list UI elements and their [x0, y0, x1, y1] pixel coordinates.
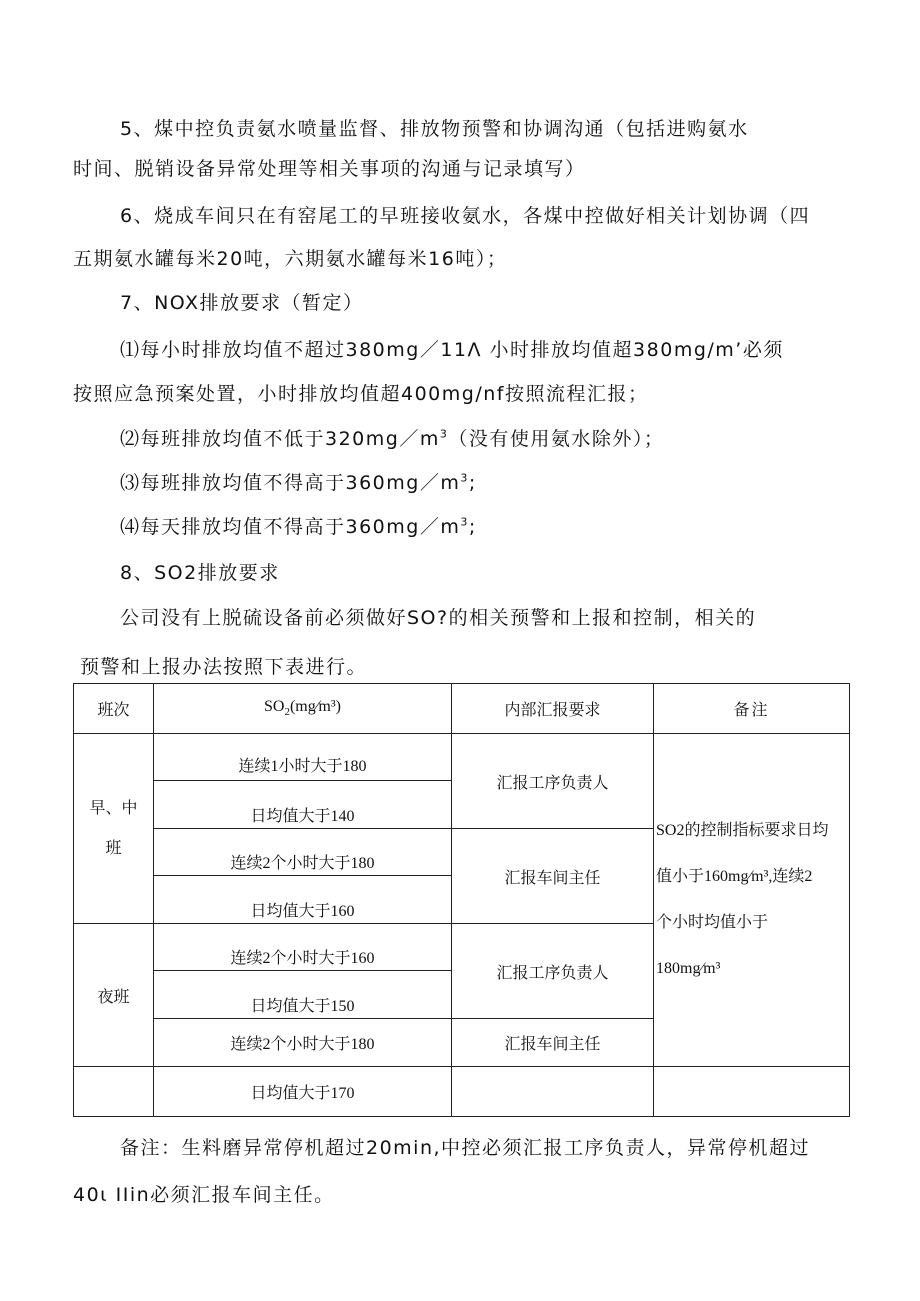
paragraph-6-line-1: 6、烧成车间只在有窑尾工的早班接收氨水，各煤中控做好相关计划协调（四 [120, 205, 811, 227]
table-header-row [74, 684, 850, 734]
paragraph-6-line-2: 五期氨水罐每米20吨，六期氨水罐每米16吨）； [73, 248, 508, 270]
superscript-3: 3 [439, 427, 449, 441]
header-note: 备注 [654, 684, 850, 734]
shift-night-cell: 夜班 [74, 924, 154, 1067]
note-line-2: 值小于160mg∕m³,连续2 [656, 868, 813, 885]
condition-cell: 连续2个小时大于180 [154, 829, 452, 876]
paragraph-7-3-tail: ; [468, 472, 477, 494]
paragraph-7-title: 7、NOX排放要求（暂定） [120, 292, 364, 314]
header-report: 内部汇报要求 [452, 684, 654, 734]
paragraph-8-line-2: 预警和上报办法按照下表进行。 [80, 656, 368, 678]
paragraph-8-line-1: 公司没有上脱硫设备前必须做好SO?的相关预警和上报和控制，相关的 [120, 607, 757, 629]
condition-cell: 日均值大于150 [154, 971, 452, 1019]
note-line-4: 180mg∕m³ [656, 960, 721, 977]
paragraph-7-1-line-2: 按照应急预案处置，小时排放均值超400mg/nf按照流程汇报； [73, 383, 649, 405]
paragraph-5-line-1: 5、煤中控负责氨水喷量监督、排放物预警和协调沟通（包括进购氨水 [120, 118, 749, 140]
paragraph-7-3-text: ⑶每班排放均值不得高于360mg／m [120, 472, 461, 494]
table-row [74, 734, 850, 781]
shift-day-label: 早、中 [89, 799, 138, 817]
shift-day-cell [74, 734, 154, 924]
paragraph-7-2 [120, 426, 664, 452]
paragraph-7-4-tail: ; [468, 516, 477, 538]
paragraph-5-line-2: 时间、脱销设备异常处理等相关事项的沟通与记录填写） [73, 158, 586, 180]
note-line-1: SO2的控制指标要求日均 [656, 822, 829, 839]
footer-note-line-1: 备注：生料磨异常停机超过20min,中控必须汇报工序负责人，异常停机超过 [120, 1137, 811, 1159]
report-cell: 汇报车间主任 [452, 1019, 654, 1067]
note-line-3: 个小时均值小于 [656, 914, 769, 931]
header-so2-unit: (mg∕m³) [289, 698, 341, 716]
report-cell: 汇报工序负责人 [452, 924, 654, 1019]
report-cell [452, 1067, 654, 1117]
shift-empty-cell [74, 1067, 154, 1117]
paragraph-7-1-line-1: ⑴每小时排放均值不超过380mg／11Λ 小时排放均值超380mg/m’必须 [120, 339, 784, 361]
header-so2 [154, 684, 452, 734]
footer-note-line-2: 40ι IIin必须汇报车间主任。 [73, 1184, 335, 1206]
note-empty-cell [654, 1067, 850, 1117]
table-row [74, 1067, 850, 1117]
header-so2-text: SO [264, 698, 285, 716]
report-cell: 汇报车间主任 [452, 829, 654, 924]
condition-cell: 日均值大于170 [154, 1067, 452, 1117]
condition-cell: 连续2个小时大于180 [154, 1019, 452, 1067]
paragraph-8-title: 8、SO2排放要求 [120, 562, 280, 584]
condition-cell: 连续1小时大于180 [154, 734, 452, 781]
superscript-3: 3 [460, 515, 469, 529]
shift-day-label-2: 班 [105, 839, 122, 857]
condition-cell: 日均值大于140 [154, 781, 452, 829]
note-cell [654, 734, 850, 1067]
header-shift: 班次 [74, 684, 154, 734]
superscript-3: 3 [460, 471, 469, 485]
condition-cell: 连续2个小时大于160 [154, 924, 452, 971]
paragraph-7-3 [120, 470, 477, 496]
so2-reporting-table [73, 683, 850, 1117]
condition-cell: 日均值大于160 [154, 876, 452, 924]
header-so2-subscript: 2 [284, 706, 290, 719]
paragraph-7-2-tail: （没有使用氨水除外）； [448, 428, 665, 450]
report-cell: 汇报工序负责人 [452, 734, 654, 829]
paragraph-7-2-text: ⑵每班排放均值不低于320mg／m [120, 428, 440, 450]
paragraph-7-4-text: ⑷每天排放均值不得高于360mg／m [120, 516, 461, 538]
paragraph-7-4 [120, 514, 477, 540]
